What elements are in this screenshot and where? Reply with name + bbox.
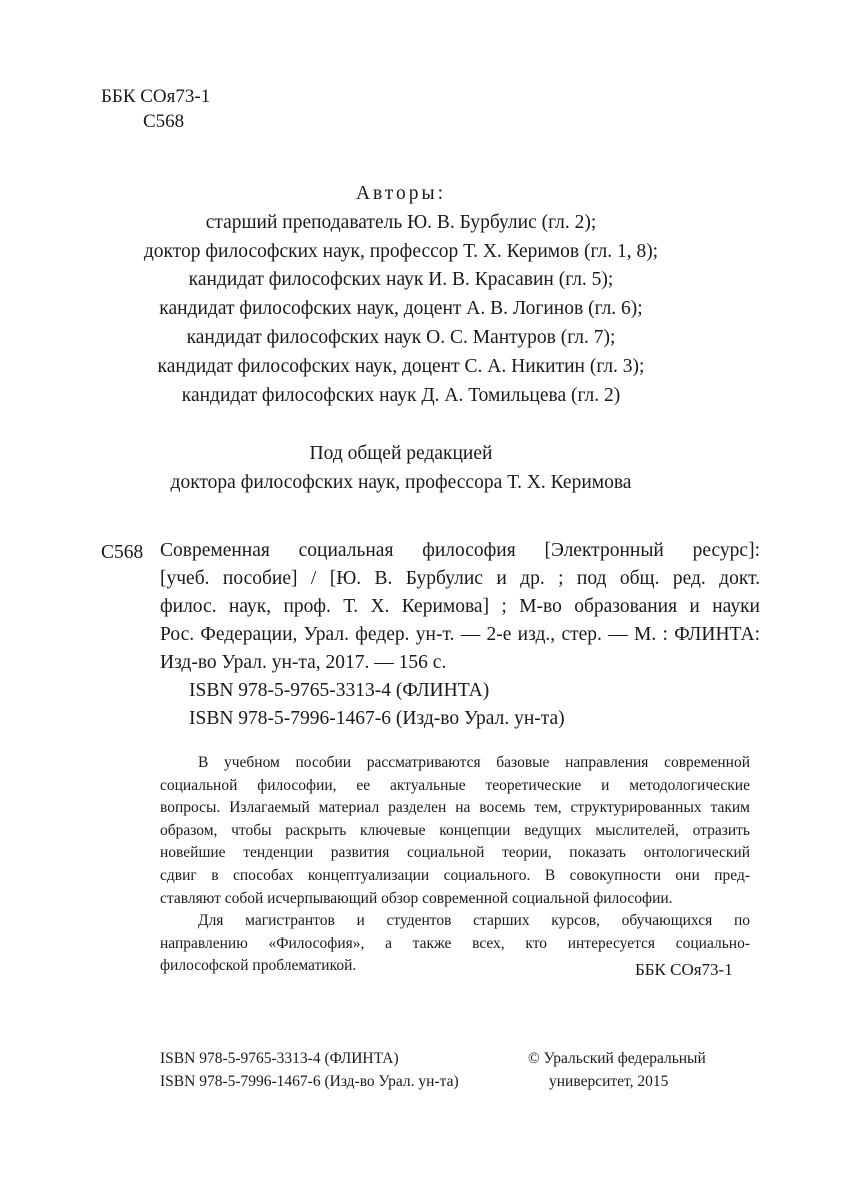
biblio-line: Рос. Федерации, Урал. федер. ун-т. — 2-е изд., стер. — М. : ФЛИНТА: xyxy=(160,624,760,645)
bbk-classification-top xyxy=(101,84,210,134)
biblio-line: Современная социальная философия [Электронный ресурс]: xyxy=(160,540,760,561)
author-line: кандидат философских наук, доцент А. В. Логинов (гл. 6); xyxy=(159,298,643,320)
isbn-flinta-bottom: ISBN 978-5-9765-3313-4 (ФЛИНТА) xyxy=(160,1050,399,1067)
annotation-line: ставляют собой исчерпывающий обзор современной социальной философии. xyxy=(160,889,673,907)
annotation-block xyxy=(160,752,750,978)
author-mark: С568 xyxy=(143,111,185,132)
author-line: кандидат философских наук О. С. Мантуров (гл. 7); xyxy=(186,326,616,348)
biblio-code: С568 xyxy=(101,542,144,563)
bbk-classification-bottom: ББК СОя73-1 xyxy=(635,960,733,979)
copyright-holder: © Уральский федеральный xyxy=(528,1050,706,1067)
author-line: старший преподаватель Ю. В. Бурбулис (гл. 2); xyxy=(205,211,597,233)
audience-line: Для магистрантов и студентов старших курсов, обучающихся по xyxy=(198,912,750,930)
annotation-line: социальной философии, ее актуальные теоретические и методологические xyxy=(160,776,750,794)
annotation-line: сдвиг в способах концептуализации социального. В совокупности они пред- xyxy=(160,866,750,884)
annotation-line: образом, чтобы раскрыть ключевые концепции ведущих мыслителей, отразить xyxy=(160,821,750,839)
author-line: кандидат философских наук, доцент С. А. Никитин (гл. 3); xyxy=(157,355,645,377)
bbk-code: ББК СОя73-1 xyxy=(101,86,211,107)
authors-block xyxy=(100,180,702,410)
isbn-ural: ISBN 978-5-7996-1467-6 (Изд-во Урал. ун-та) xyxy=(189,707,565,729)
copyright-year: университет, 2015 xyxy=(549,1073,669,1090)
isbn-block-bottom xyxy=(160,1047,459,1093)
author-line: доктор философских наук, профессор Т. Х. Керимов (гл. 1, 8); xyxy=(143,240,659,262)
general-editor-block xyxy=(100,440,702,498)
biblio-line: филос. наук, проф. Т. Х. Керимова] ; М-во образования и науки xyxy=(160,596,760,617)
audience-line: философской проблематикой. xyxy=(160,957,357,975)
annotation-line: В учебном пособии рассматриваются базовые направления современной xyxy=(198,754,750,771)
authors-heading: Авторы: xyxy=(355,183,447,204)
audience-line: направлению «Философия», а также всех, кто интересуется социально- xyxy=(160,934,750,952)
biblio-line: [учеб. пособие] / [Ю. В. Бурбулис и др. ; под общ. ред. докт. xyxy=(160,568,760,589)
author-line: кандидат философских наук Д. А. Томильцева (гл. 2) xyxy=(181,384,621,406)
editor-name: доктора философских наук, профессора Т. Х. Керимова xyxy=(170,471,632,493)
isbn-block-top xyxy=(189,677,565,732)
annotation-line: новейшие тенденции развития социальной теории, показать онтологический xyxy=(160,844,750,862)
author-line: кандидат философских наук И. В. Красавин (гл. 5); xyxy=(188,269,614,291)
copyright-notice xyxy=(528,1047,706,1093)
bibliographic-record xyxy=(160,537,760,677)
editor-heading: Под общей редакцией xyxy=(309,443,493,464)
biblio-line: Изд-во Урал. ун-та, 2017. — 156 с. xyxy=(160,652,447,673)
isbn-ural-bottom: ISBN 978-5-7996-1467-6 (Изд-во Урал. ун-та) xyxy=(160,1073,459,1090)
annotation-line: вопросы. Излагаемый материал разделен на восемь тем, структурированных таким xyxy=(160,799,750,817)
isbn-flinta: ISBN 978-5-9765-3313-4 (ФЛИНТА) xyxy=(189,680,490,701)
